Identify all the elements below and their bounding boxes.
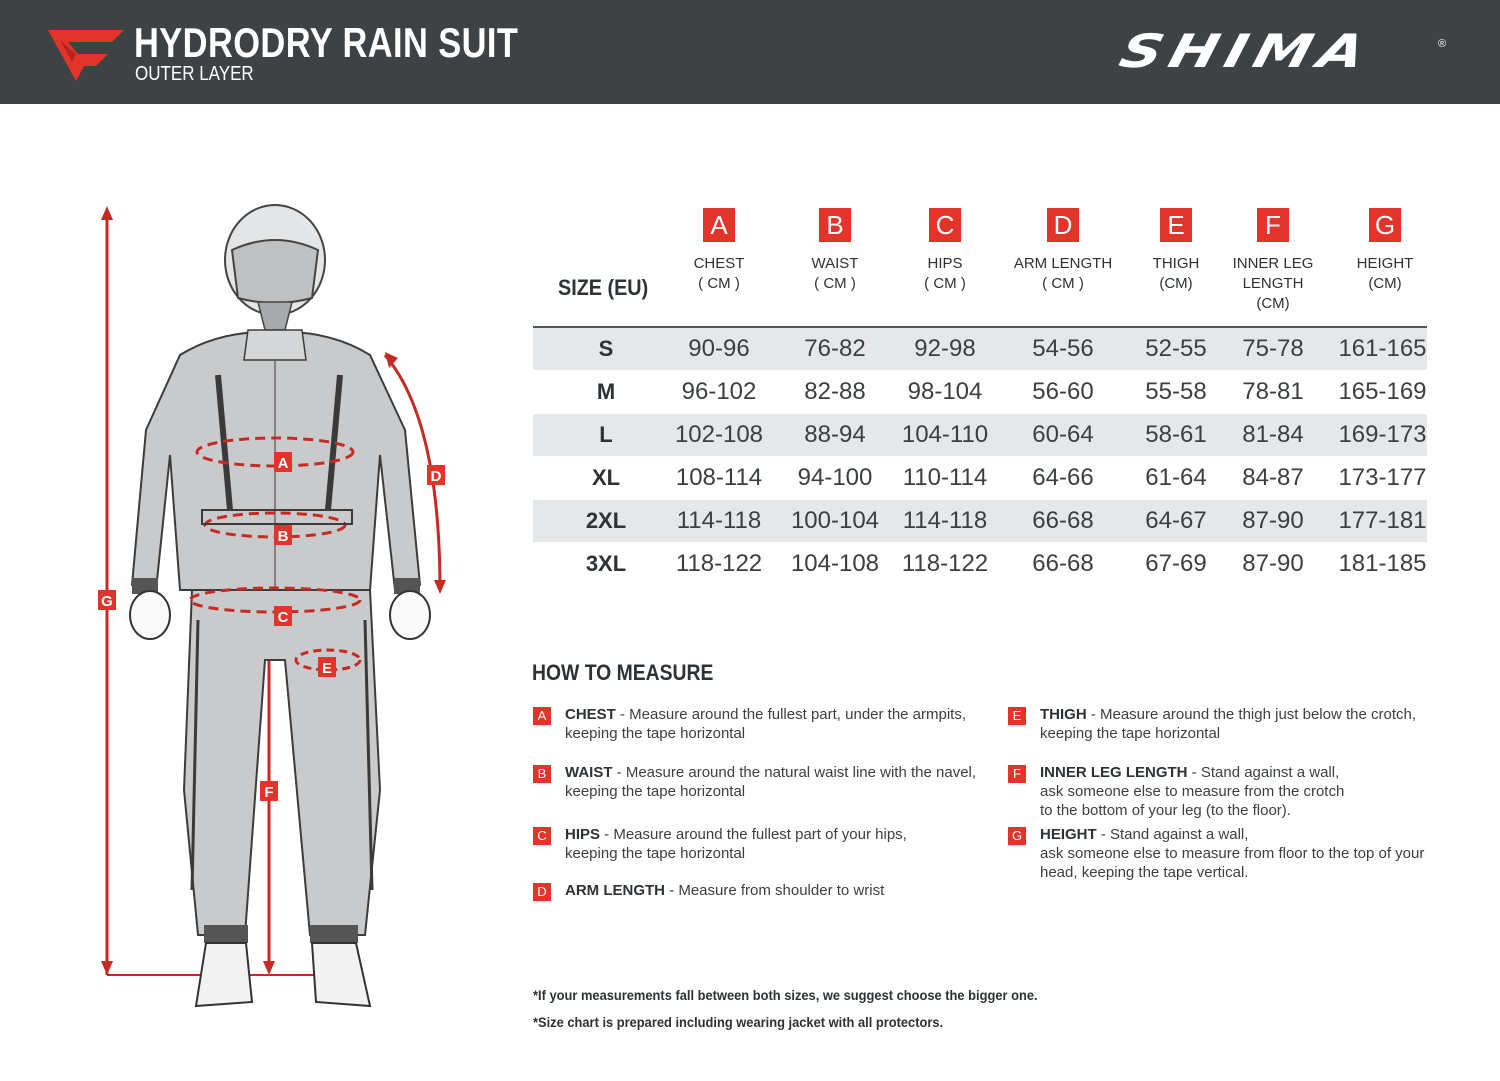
instruction-waist <box>533 763 1003 801</box>
waist-cell: 76-82 <box>804 335 866 362</box>
arm-length-cell: 66-68 <box>1032 507 1094 534</box>
waist-cell: 82-88 <box>804 378 866 405</box>
thigh-cell: 67-69 <box>1145 550 1207 577</box>
column-letter: F <box>1257 208 1289 242</box>
instruction-key: WAIST <box>565 764 613 781</box>
arm-length-cell: 64-66 <box>1032 464 1094 491</box>
hips-cell: 110-114 <box>902 464 988 491</box>
inner-leg-cell: 87-90 <box>1242 550 1304 577</box>
instruction-text: - Measure around the fullest part, under the armpits, <box>615 706 967 723</box>
size-cell: 2XL <box>585 508 627 533</box>
column-unit: ( CM ) <box>814 275 856 292</box>
hips-cell: 118-122 <box>901 550 989 577</box>
column-header-waist <box>780 208 890 294</box>
column-letter: G <box>1369 208 1401 242</box>
letter-badge: D <box>533 883 551 901</box>
inner-leg-cell: 78-81 <box>1242 378 1304 405</box>
hips-cell: 114-118 <box>902 507 988 534</box>
instruction-text: - Stand against a wall, <box>1096 826 1249 843</box>
chest-cell: 90-96 <box>688 335 750 362</box>
instruction-text: head, keeping the tape vertical. <box>1040 864 1249 881</box>
column-header-height <box>1330 208 1440 294</box>
svg-text:A: A <box>277 455 289 472</box>
size-column-header: SIZE (EU) <box>558 275 649 300</box>
thigh-cell: 52-55 <box>1145 335 1207 362</box>
column-label: ARM LENGTH <box>1013 255 1113 272</box>
instruction-text: keeping the tape horizontal <box>565 845 746 862</box>
instruction-key: HIPS <box>565 826 601 843</box>
instruction-text: - Measure around the natural waist line with the navel, <box>612 764 977 781</box>
arm-length-cell: 54-56 <box>1032 335 1094 362</box>
size-cell: S <box>598 336 614 361</box>
marker-a <box>274 452 292 472</box>
rider-figure-illustration <box>80 190 500 1020</box>
column-unit: (CM) <box>1368 275 1402 292</box>
header-bar <box>0 0 1500 104</box>
column-label: THIGH <box>1152 255 1200 272</box>
column-label: HEIGHT <box>1356 255 1414 272</box>
letter-badge: E <box>1008 707 1026 725</box>
instruction-key: ARM LENGTH <box>565 882 665 899</box>
height-cell: 177-181 <box>1338 507 1427 534</box>
inner-leg-cell: 75-78 <box>1242 335 1304 362</box>
column-label: INNER LEG <box>1232 255 1314 272</box>
size-cell: L <box>599 422 613 447</box>
svg-text:B: B <box>277 528 289 545</box>
inner-leg-cell: 84-87 <box>1242 464 1304 491</box>
instruction-text: to the bottom of your leg (to the floor). <box>1040 802 1291 819</box>
height-cell: 165-169 <box>1338 378 1427 405</box>
table-row <box>533 371 1427 413</box>
column-label: CHEST <box>693 255 745 272</box>
thigh-cell: 58-61 <box>1145 421 1207 448</box>
table-row <box>533 457 1427 499</box>
svg-text:C: C <box>277 609 289 626</box>
how-to-measure-title: HOW TO MEASURE <box>532 660 714 685</box>
arm-length-cell: 66-68 <box>1032 550 1094 577</box>
letter-badge: A <box>533 707 551 725</box>
thigh-cell: 64-67 <box>1145 507 1207 534</box>
height-cell: 181-185 <box>1338 550 1427 577</box>
svg-text:E: E <box>321 660 333 677</box>
column-unit: ( CM ) <box>924 275 966 292</box>
chest-cell: 114-118 <box>676 507 762 534</box>
instruction-text: - Measure from shoulder to wrist <box>665 882 885 899</box>
column-letter: B <box>819 208 851 242</box>
product-title: HYDRODRY RAIN SUIT <box>134 19 519 66</box>
waist-cell: 100-104 <box>790 507 880 534</box>
product-subtitle: OUTER LAYER <box>135 63 254 85</box>
chest-cell: 96-102 <box>681 378 757 405</box>
svg-text:F: F <box>264 784 274 801</box>
column-header-inner-leg <box>1218 208 1328 314</box>
column-letter: E <box>1160 208 1192 242</box>
instruction-text: ask someone else to measure from the crotch <box>1040 783 1345 800</box>
column-unit: ( CM ) <box>1042 275 1084 292</box>
instruction-text: ask someone else to measure from floor to the top of your <box>1040 845 1425 862</box>
hips-cell: 104-110 <box>901 421 989 448</box>
waist-cell: 88-94 <box>804 421 866 448</box>
marker-c <box>274 606 292 626</box>
instruction-height <box>1008 825 1478 882</box>
column-header-arm-length <box>1003 208 1123 294</box>
column-header-hips <box>890 208 1000 294</box>
height-cell: 161-165 <box>1338 335 1427 362</box>
letter-badge: F <box>1008 765 1026 783</box>
svg-text:D: D <box>430 468 442 485</box>
arm-length-cell: 56-60 <box>1032 378 1094 405</box>
inner-leg-cell: 81-84 <box>1242 421 1304 448</box>
waist-cell: 104-108 <box>790 550 880 577</box>
table-row <box>533 328 1427 370</box>
inner-leg-cell: 87-90 <box>1242 507 1304 534</box>
waist-cell: 94-100 <box>797 464 873 491</box>
instruction-text: - Measure around the fullest part of your hips, <box>600 826 907 843</box>
instruction-chest <box>533 705 1003 743</box>
instruction-text: - Measure around the thigh just below the crotch, <box>1086 706 1417 723</box>
instruction-text: keeping the tape horizontal <box>565 725 746 742</box>
table-row <box>533 500 1427 542</box>
instruction-key: HEIGHT <box>1040 826 1097 843</box>
column-letter: C <box>929 208 961 242</box>
instruction-thigh <box>1008 705 1478 743</box>
chest-cell: 102-108 <box>674 421 764 448</box>
arm-length-cell: 60-64 <box>1032 421 1094 448</box>
thigh-cell: 55-58 <box>1145 378 1207 405</box>
chest-cell: 118-122 <box>675 550 763 577</box>
letter-badge: G <box>1008 827 1026 845</box>
height-cell: 173-177 <box>1338 464 1427 491</box>
size-cell: M <box>596 379 616 404</box>
marker-e <box>318 657 336 677</box>
column-letter: D <box>1047 208 1079 242</box>
letter-badge: B <box>533 765 551 783</box>
column-header-chest <box>664 208 774 294</box>
column-letter: A <box>703 208 735 242</box>
marker-b <box>274 525 292 545</box>
chest-cell: 108-114 <box>675 464 763 491</box>
footnote: *Size chart is prepared including wearing jacket with all protectors. <box>533 1014 944 1030</box>
marker-f <box>260 781 278 801</box>
column-unit: (CM) <box>1159 275 1193 292</box>
column-label: HIPS <box>927 255 963 272</box>
size-cell: 3XL <box>585 551 627 576</box>
letter-badge: C <box>533 827 551 845</box>
column-header-thigh <box>1121 208 1231 294</box>
column-label: LENGTH <box>1242 275 1304 292</box>
table-row <box>533 543 1427 585</box>
instruction-text: keeping the tape horizontal <box>1040 725 1221 742</box>
column-unit: (CM) <box>1256 295 1290 312</box>
registered-mark: ® <box>1438 38 1447 50</box>
instruction-text: keeping the tape horizontal <box>565 783 746 800</box>
brand-wordmark: SHIMA <box>1114 24 1379 78</box>
column-unit: ( CM ) <box>698 275 740 292</box>
marker-d <box>427 465 445 485</box>
size-cell: XL <box>591 465 621 490</box>
instruction-text: - Stand against a wall, <box>1187 764 1340 781</box>
instruction-inner-leg <box>1008 763 1478 820</box>
footnote: *If your measurements fall between both sizes, we suggest choose the bigger one. <box>533 987 1038 1003</box>
footnotes <box>533 982 1038 1036</box>
marker-g <box>98 590 116 610</box>
instruction-key: INNER LEG LENGTH <box>1040 764 1188 781</box>
height-cell: 169-173 <box>1338 421 1427 448</box>
column-label: WAIST <box>811 255 859 272</box>
hips-cell: 92-98 <box>914 335 976 362</box>
instruction-hips <box>533 825 1003 863</box>
thigh-cell: 61-64 <box>1145 464 1207 491</box>
instruction-key: THIGH <box>1040 706 1087 723</box>
instruction-key: CHEST <box>565 706 616 723</box>
hips-cell: 98-104 <box>907 378 983 405</box>
brand-logo-icon <box>46 26 126 82</box>
svg-text:G: G <box>101 593 113 610</box>
instruction-arm-length <box>533 881 1003 900</box>
table-row <box>533 414 1427 456</box>
